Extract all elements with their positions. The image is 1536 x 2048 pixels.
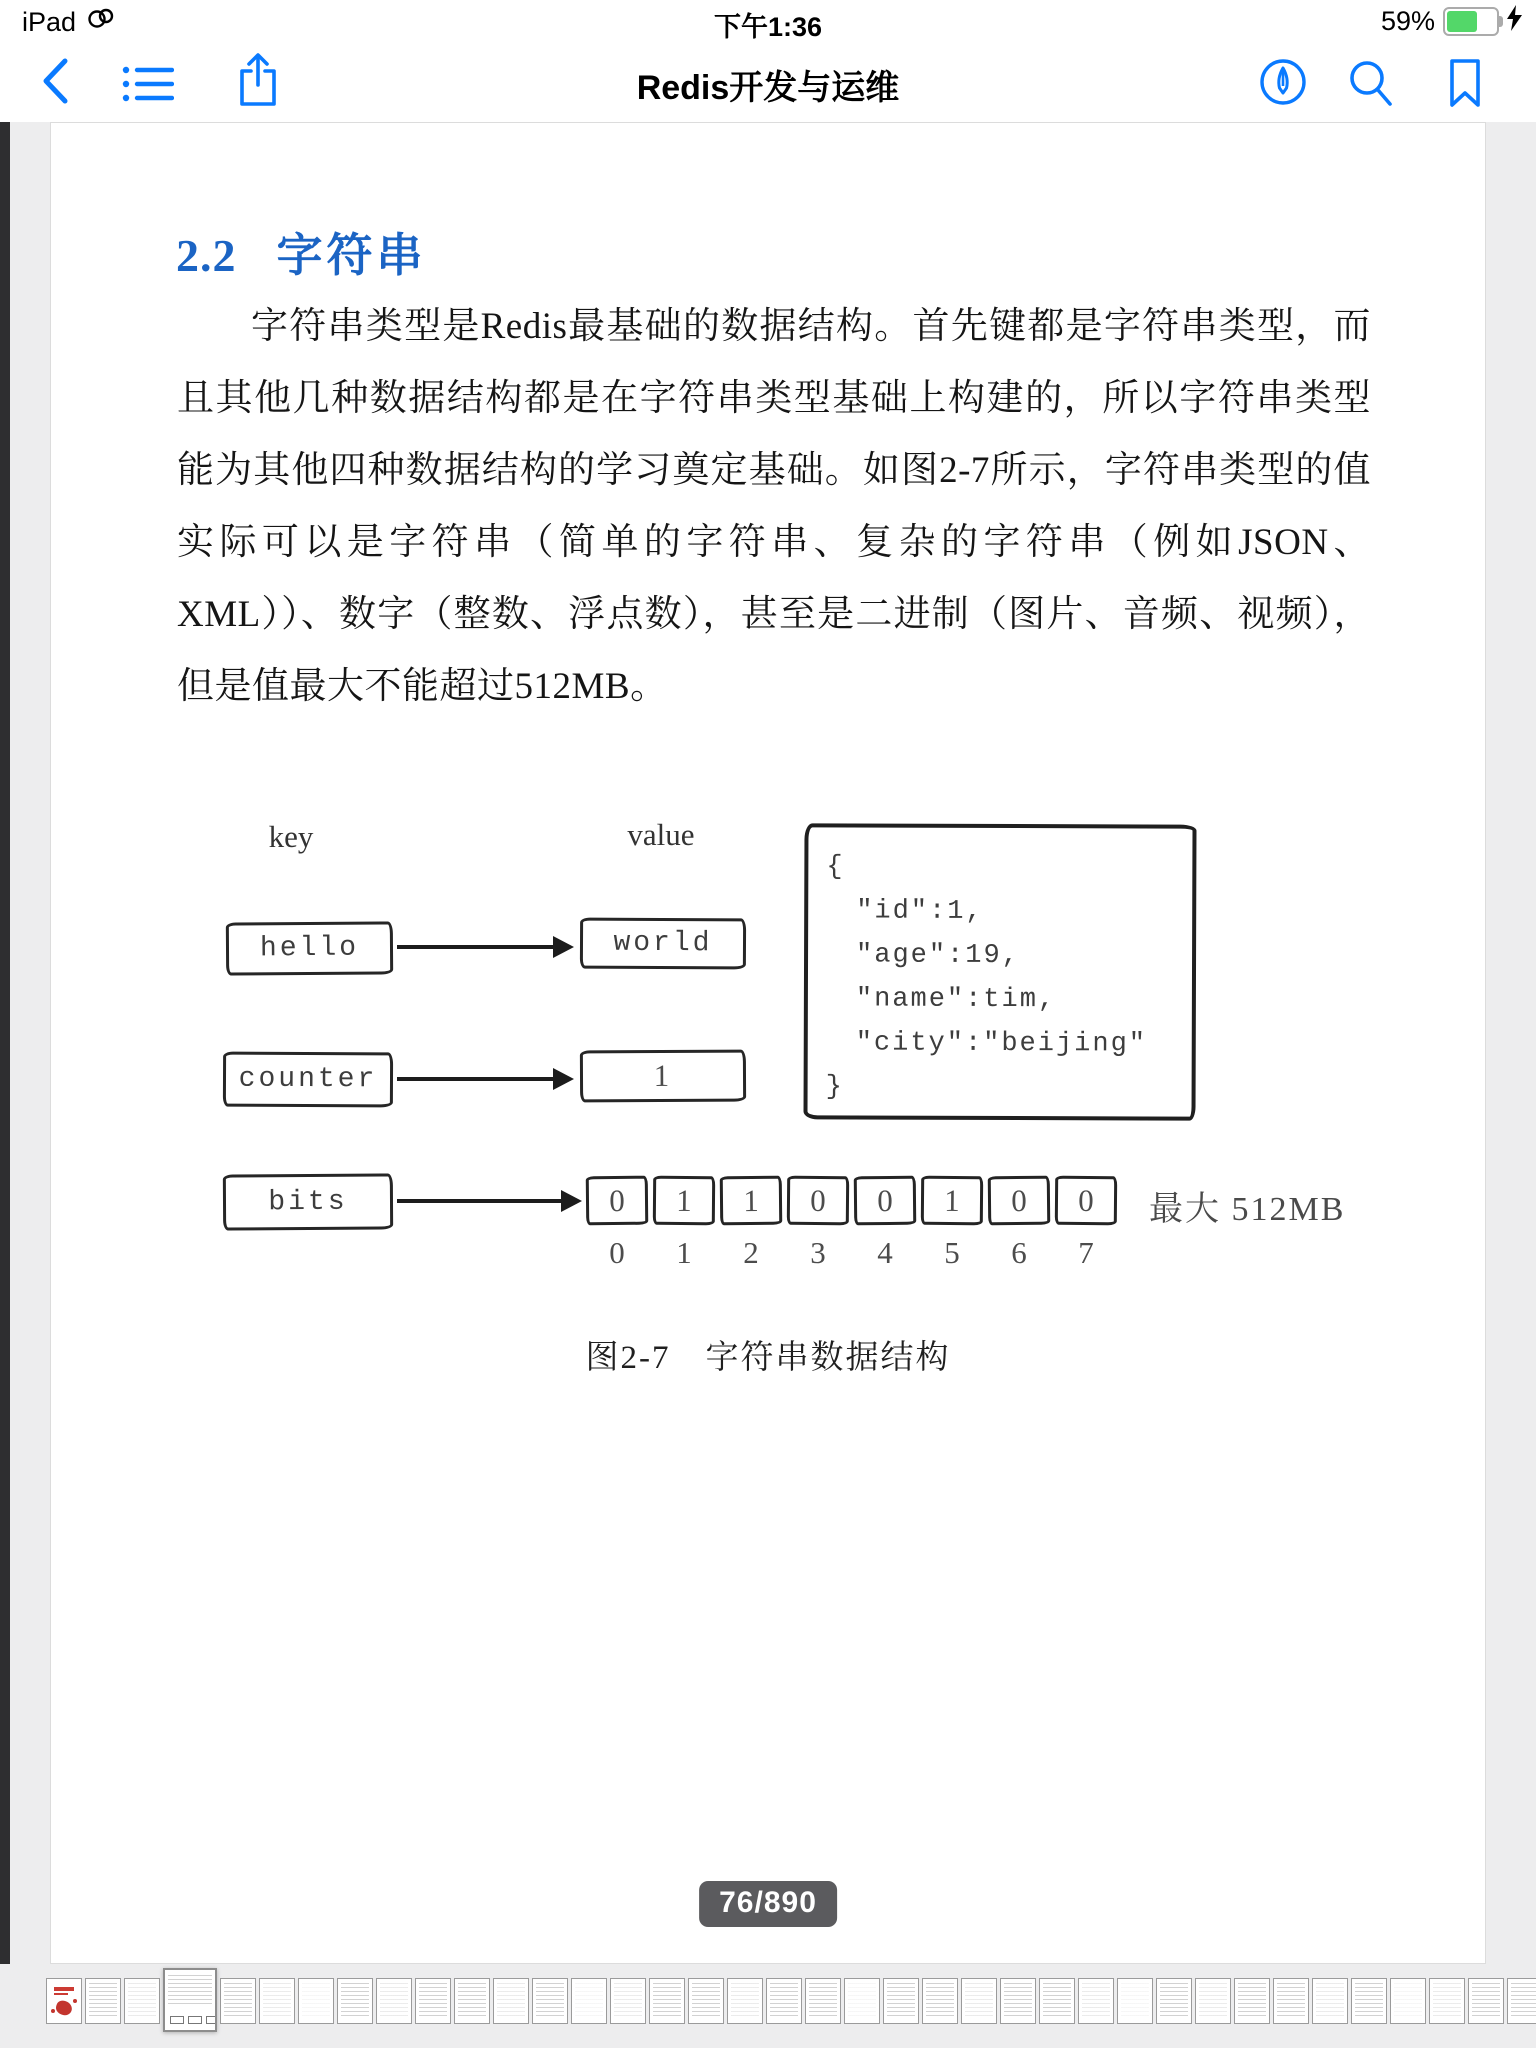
page-thumbnail[interactable] xyxy=(1156,1978,1192,2024)
page-thumbnail[interactable] xyxy=(259,1978,295,2024)
page-thumbnail[interactable] xyxy=(1195,1978,1231,2024)
section-heading xyxy=(176,219,427,285)
charging-bolt-icon xyxy=(1507,5,1522,38)
page-thumbnail[interactable] xyxy=(220,1978,256,2024)
page-thumbnail[interactable] xyxy=(376,1978,412,2024)
page-thumbnail[interactable] xyxy=(727,1978,763,2024)
section-number: 2.2 xyxy=(176,230,237,282)
bit-index: 7 xyxy=(1078,1235,1094,1270)
bit-cell: 0 xyxy=(988,1176,1051,1226)
page-thumbnail-selected[interactable] xyxy=(163,1968,217,2032)
bit-indices xyxy=(586,1235,1117,1271)
device-label: iPad xyxy=(22,7,77,37)
battery-percent: 59% xyxy=(1380,6,1435,36)
page-thumbnail[interactable] xyxy=(1312,1978,1348,2024)
bookmark-icon xyxy=(1448,96,1482,111)
nav-bar xyxy=(0,42,1536,122)
figure-caption: 图2-7 字符串数据结构 xyxy=(585,1340,951,1376)
page-thumbnail[interactable] xyxy=(688,1978,724,2024)
page-thumbnail[interactable] xyxy=(454,1978,490,2024)
page-thumbnail[interactable] xyxy=(844,1978,880,2024)
page-thumbnail[interactable] xyxy=(883,1978,919,2024)
json-line: "age":19, xyxy=(856,940,1020,972)
battery-icon xyxy=(1443,7,1499,36)
page-thumbnail[interactable] xyxy=(124,1978,160,2024)
bit-cell: 0 xyxy=(586,1176,649,1226)
page-indicator-badge: 76/890 xyxy=(699,1881,837,1927)
arrow-hello-to-world xyxy=(397,945,553,949)
page-thumbnail[interactable] xyxy=(85,1978,121,2024)
value-box-world: world xyxy=(580,918,746,970)
search-button[interactable] xyxy=(1346,58,1394,108)
page-thumbnail[interactable] xyxy=(1000,1978,1036,2024)
page-thumbnail[interactable] xyxy=(298,1978,334,2024)
key-box-bits: bits xyxy=(223,1173,393,1230)
document-page xyxy=(50,122,1486,1964)
page-thumbnail[interactable] xyxy=(1507,1978,1536,2024)
cover-thumbnail[interactable] xyxy=(46,1978,82,2024)
page-thumbnail[interactable] xyxy=(532,1978,568,2024)
key-box-counter: counter xyxy=(223,1052,393,1108)
section-title: 字符串 xyxy=(276,230,427,282)
page-thumbnail[interactable] xyxy=(571,1978,607,2024)
json-box xyxy=(803,823,1196,1120)
bit-cell: 0 xyxy=(1055,1176,1117,1226)
bit-index: 2 xyxy=(743,1235,759,1270)
page-thumbnail[interactable] xyxy=(415,1978,451,2024)
status-bar xyxy=(0,0,1536,42)
bit-index: 0 xyxy=(609,1235,625,1270)
page-thumbnail[interactable] xyxy=(1429,1978,1465,2024)
bit-index: 3 xyxy=(810,1235,826,1270)
page-thumbnail[interactable] xyxy=(1273,1978,1309,2024)
bit-index: 5 xyxy=(944,1235,960,1270)
page-thumbnail[interactable] xyxy=(337,1978,373,2024)
page-thumbnail[interactable] xyxy=(1390,1978,1426,2024)
json-line: } xyxy=(825,1072,844,1103)
page-thumbnail[interactable] xyxy=(649,1978,685,2024)
value-box-one: 1 xyxy=(580,1050,746,1103)
page-thumbnail[interactable] xyxy=(1468,1978,1504,2024)
arrow-counter-to-value xyxy=(397,1077,553,1081)
json-line: "name":tim, xyxy=(855,984,1057,1016)
bit-index: 6 xyxy=(1011,1235,1027,1270)
json-line: { xyxy=(826,852,845,883)
page-thumbnail[interactable] xyxy=(610,1978,646,2024)
bit-cell: 1 xyxy=(921,1176,983,1226)
top-chrome xyxy=(0,0,1536,122)
search-icon xyxy=(1346,96,1394,111)
json-line: "id":1, xyxy=(856,896,984,927)
figure-key-label: key xyxy=(268,819,314,854)
json-line: "city":"beijing" xyxy=(855,1028,1148,1060)
bit-cell: 0 xyxy=(787,1176,849,1226)
clock: 下午1:36 xyxy=(713,12,823,42)
page-thumbnail[interactable] xyxy=(1234,1978,1270,2024)
bit-index: 4 xyxy=(877,1235,893,1270)
page-thumbnail[interactable] xyxy=(922,1978,958,2024)
body-paragraph: 字符串类型是Redis最基础的数据结构。首先键都是字符串类型，而且其他几种数据结构都是在字符串类型基础上构建的，所以字符串类型能为其他四种数据结构的学习奠定基础。如图2-7所示，字符串类型的值实际可以是字符串（简单的字符串、复杂的字符串（例如JSON、XML））、数字（整数、浮点数），甚至是二进制（图片、音频、视频），但是值最大不能超过512MB。 xyxy=(177,306,1371,707)
key-box-hello: hello xyxy=(226,921,393,975)
page-thumbnail[interactable] xyxy=(1078,1978,1114,2024)
bit-index: 1 xyxy=(676,1235,692,1270)
arrow-bits-to-cells xyxy=(397,1199,561,1203)
pen-circle-icon xyxy=(1258,96,1308,111)
json-content xyxy=(808,827,1193,1110)
page-thumbnail[interactable] xyxy=(1351,1978,1387,2024)
book-title: Redis开发与运维 xyxy=(636,69,900,107)
bookmark-button[interactable] xyxy=(1448,58,1482,108)
figure-value-label: value xyxy=(627,817,695,852)
page-thumbnail[interactable] xyxy=(766,1978,802,2024)
page-thumbnail[interactable] xyxy=(1039,1978,1075,2024)
bit-cell: 1 xyxy=(653,1176,715,1226)
annotate-button[interactable] xyxy=(1258,56,1308,108)
page-thumbnail[interactable] xyxy=(961,1978,997,2024)
bit-cell: 1 xyxy=(720,1176,783,1226)
max-size-label: 最大 512MB xyxy=(1149,1191,1346,1228)
page-thumbnail[interactable] xyxy=(805,1978,841,2024)
page-left-edge xyxy=(0,122,10,1964)
bit-cell: 0 xyxy=(854,1176,917,1226)
page-thumbnail[interactable] xyxy=(1117,1978,1153,2024)
thumbnail-strip[interactable] xyxy=(46,1978,1536,2032)
page-thumbnail[interactable] xyxy=(493,1978,529,2024)
bit-cells xyxy=(586,1176,1117,1225)
